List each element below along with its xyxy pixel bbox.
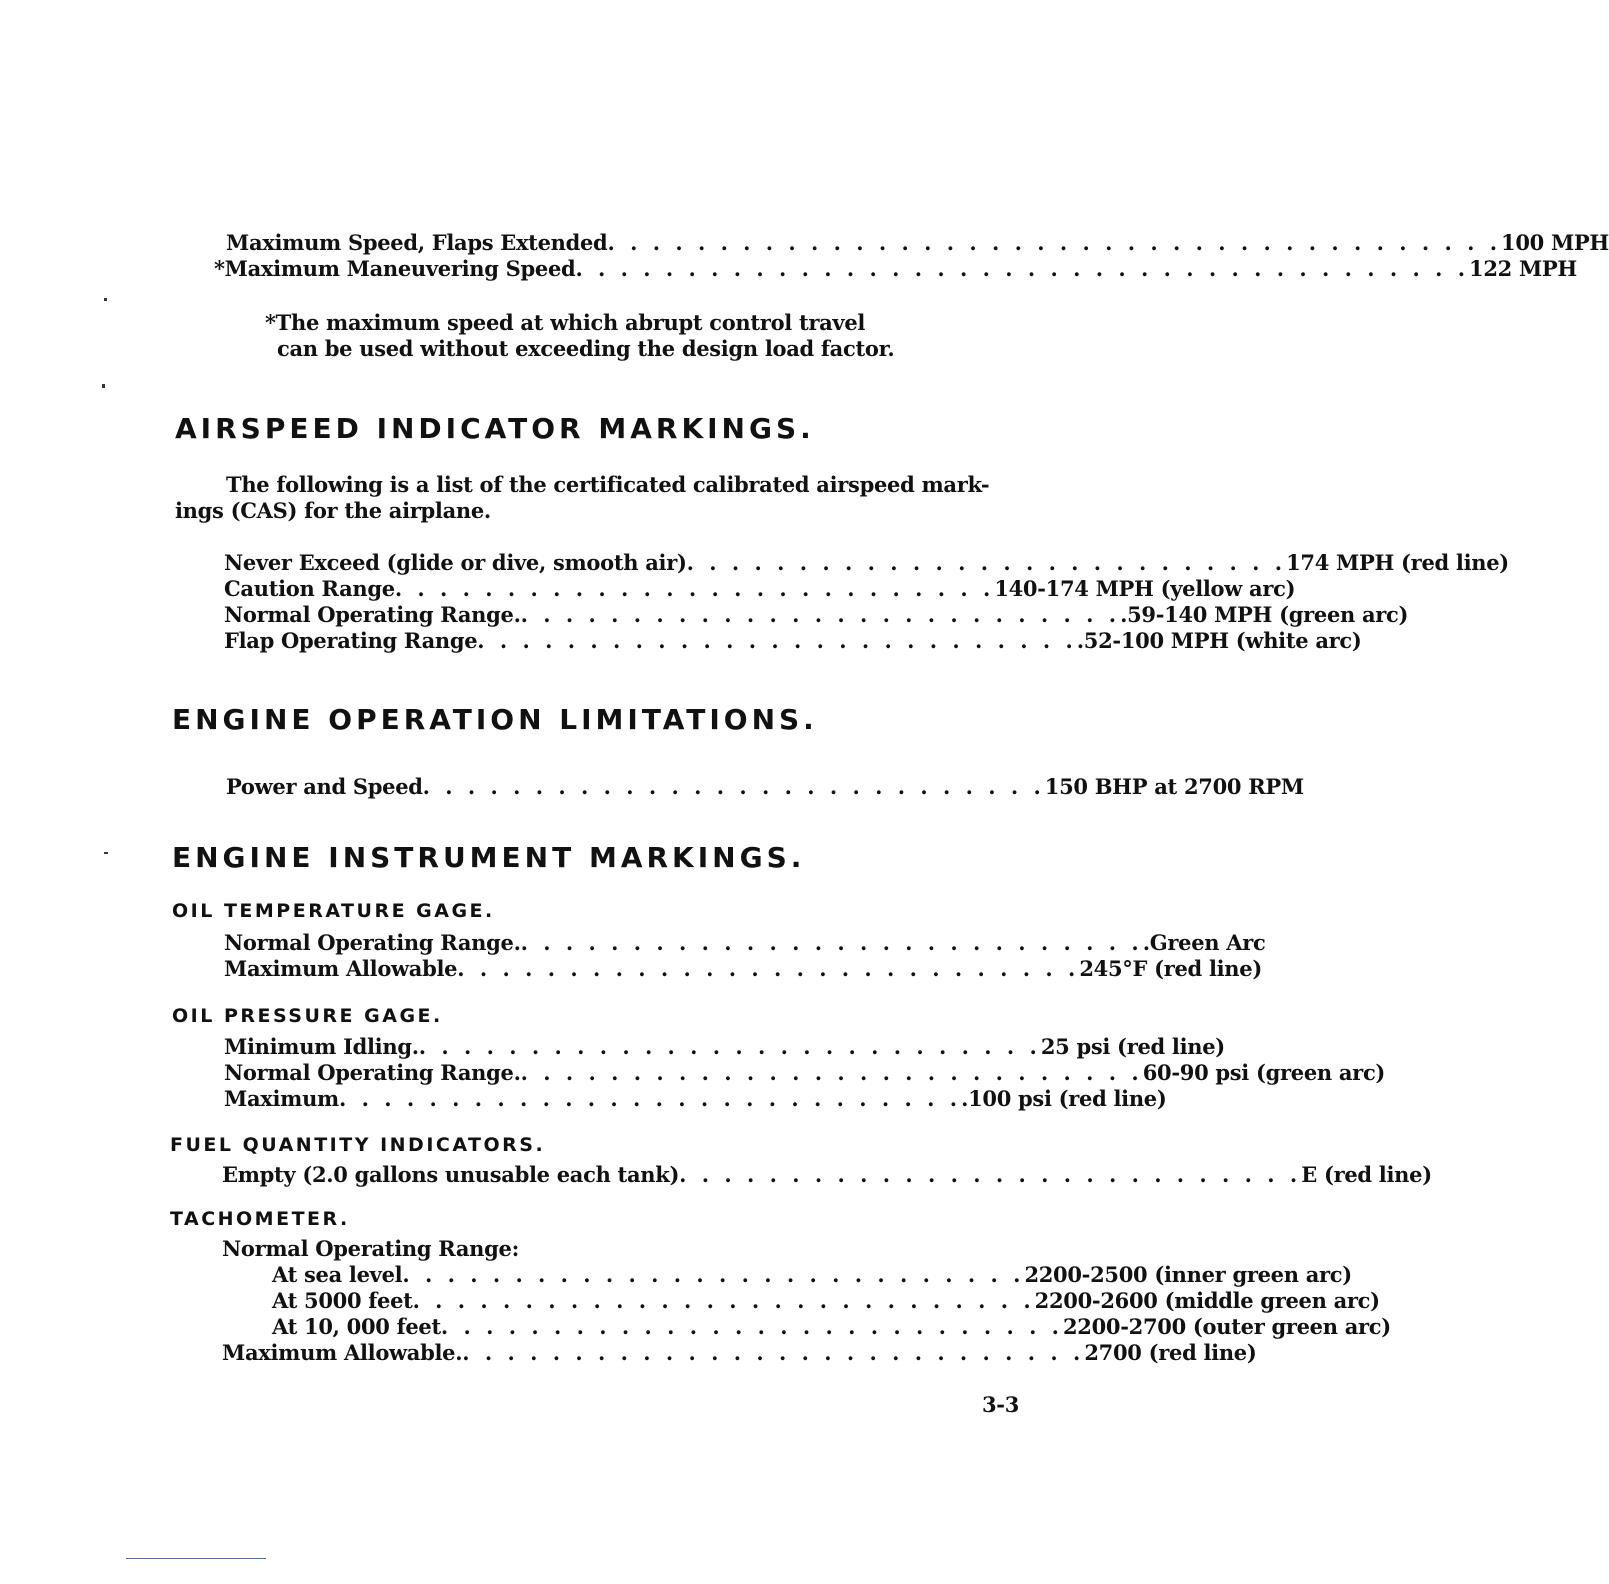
tach-range-label: Normal Operating Range:	[222, 1236, 520, 1261]
instrument-label: Maximum Allowable.	[222, 1340, 463, 1365]
airspeed-label: Caution Range	[224, 576, 395, 601]
intro-line: ings (CAS) for the airplane.	[175, 498, 491, 523]
instrument-label: Empty (2.0 gallons unusable each tank)	[222, 1162, 680, 1187]
instrument-value: 2200-2500 (inner green arc)	[1024, 1262, 1352, 1287]
margin-speck	[102, 384, 105, 388]
speed-value: 100 MPH	[1501, 230, 1609, 255]
airspeed-label: Normal Operating Range.	[224, 602, 521, 627]
leader-dots: . . . . . . . . . . . . . . . . . . . . . . . . . . . .	[520, 930, 1143, 955]
instrument-label: Normal Operating Range.	[224, 1060, 521, 1085]
leader-dots: . . . . . . . . . . . . . . . . . . . . . . . . . . .	[477, 628, 1077, 653]
instrument-row	[272, 1314, 1391, 1340]
instrument-value: 2200-2600 (middle green arc)	[1034, 1288, 1380, 1313]
speed-label: *Maximum Maneuvering Speed	[214, 256, 576, 281]
airspeed-value: 174 MPH (red line)	[1286, 550, 1509, 575]
leader-dots: . . . . . . . . . . . . . . . . . . . . . . . . . . . .	[418, 1034, 1041, 1059]
instrument-row	[272, 1262, 1352, 1288]
page-rule	[126, 1558, 266, 1559]
speed-value: 122 MPH	[1469, 256, 1577, 281]
intro-line: The following is a list of the certificated calibrated airspeed mark-	[226, 472, 990, 497]
instrument-label: Maximum Allowable	[224, 956, 458, 981]
section-heading: AIRSPEED INDICATOR MARKINGS.	[175, 412, 815, 445]
instrument-label: Normal Operating Range.	[224, 930, 521, 955]
leader-dots: . . . . . . . . . . . . . . . . . . . . . . . . . . . .	[440, 1314, 1063, 1339]
leader-dots: . . . . . . . . . . . . . . . . . . . . . . . . . . . .	[462, 1340, 1085, 1365]
instrument-row	[224, 1034, 1225, 1060]
leader-dots: . . . . . . . . . . . . . . . . . . . . . . . . . . .	[520, 602, 1121, 627]
instrument-value: 2200-2700 (outer green arc)	[1063, 1314, 1391, 1339]
leader-dots: . . . . . . . . . . . . . . . . . . . . . . . . . . . .	[457, 956, 1080, 981]
airspeed-row	[224, 576, 1296, 602]
margin-speck	[104, 852, 108, 854]
instrument-value: .100 psi (red line)	[961, 1086, 1167, 1111]
engine-label: Power and Speed	[226, 774, 423, 799]
speed-row	[226, 230, 1609, 256]
instrument-row	[222, 1340, 1257, 1366]
instrument-value: 245°F (red line)	[1079, 956, 1262, 981]
engine-value: 150 BHP at 2700 RPM	[1044, 774, 1304, 799]
airspeed-label: Never Exceed (glide or dive, smooth air)	[224, 550, 687, 575]
airspeed-row	[224, 602, 1409, 628]
airspeed-row	[224, 550, 1509, 576]
engine-row	[226, 774, 1304, 800]
airspeed-value: .52-100 MPH (white arc)	[1076, 628, 1362, 653]
leader-dots: . . . . . . . . . . . . . . . . . . . . . . . . . . . .	[338, 1086, 962, 1111]
margin-speck	[104, 298, 107, 301]
instrument-label: Minimum Idling.	[224, 1034, 419, 1059]
leader-dots: . . . . . . . . . . . . . . . . . . . . . . . . . . . .	[402, 1262, 1025, 1287]
instrument-value: 2700 (red line)	[1084, 1340, 1257, 1365]
airspeed-value: 140-174 MPH (yellow arc)	[994, 576, 1296, 601]
subsection-title: OIL PRESSURE GAGE.	[172, 1005, 443, 1027]
leader-dots: . . . . . . . . . . . . . . . . . . . . . . . . . . . .	[422, 774, 1045, 799]
instrument-value: 60-90 psi (green arc)	[1142, 1060, 1386, 1085]
footnote-line: *The maximum speed at which abrupt control travel	[265, 310, 866, 335]
instrument-row	[224, 1086, 1167, 1112]
instrument-row	[224, 956, 1262, 982]
instrument-row	[224, 930, 1266, 956]
leader-dots: . . . . . . . . . . . . . . . . . . . . . . . . . . . .	[520, 1060, 1143, 1085]
airspeed-row	[224, 628, 1362, 654]
instrument-row	[222, 1162, 1432, 1188]
leader-dots: . . . . . . . . . . . . . . . . . . . . . . . . . . . . . . . . . . . . . . . .	[607, 230, 1502, 255]
speed-label: Maximum Speed, Flaps Extended	[226, 230, 608, 255]
section-heading: ENGINE INSTRUMENT MARKINGS.	[172, 841, 806, 874]
instrument-value: .Green Arc	[1142, 930, 1266, 955]
instrument-label: At 5000 feet	[272, 1288, 413, 1313]
page-number: 3-3	[982, 1392, 1020, 1417]
airspeed-label: Flap Operating Range	[224, 628, 478, 653]
leader-dots: . . . . . . . . . . . . . . . . . . . . . . . . . . . .	[412, 1288, 1035, 1313]
instrument-row	[272, 1288, 1380, 1314]
subsection-title: TACHOMETER.	[170, 1208, 350, 1230]
leader-dots: . . . . . . . . . . . . . . . . . . . . . . . . . . . .	[679, 1162, 1302, 1187]
subsection-title: FUEL QUANTITY INDICATORS.	[170, 1134, 546, 1156]
instrument-label: At sea level	[272, 1262, 403, 1287]
leader-dots: . . . . . . . . . . . . . . . . . . . . . . . . . . .	[686, 550, 1287, 575]
airspeed-value: .59-140 MPH (green arc)	[1120, 602, 1409, 627]
leader-dots: . . . . . . . . . . . . . . . . . . . . . . . . . . .	[394, 576, 995, 601]
speed-row	[214, 256, 1577, 282]
instrument-label: Maximum	[224, 1086, 339, 1111]
leader-dots: . . . . . . . . . . . . . . . . . . . . . . . . . . . . . . . . . . . . . . . .	[575, 256, 1470, 281]
instrument-label: At 10, 000 feet	[272, 1314, 441, 1339]
instrument-value: 25 psi (red line)	[1040, 1034, 1225, 1059]
subsection-title: OIL TEMPERATURE GAGE.	[172, 900, 495, 922]
instrument-row	[224, 1060, 1386, 1086]
footnote-line: can be used without exceeding the design load factor.	[277, 336, 895, 361]
section-heading: ENGINE OPERATION LIMITATIONS.	[172, 703, 818, 736]
instrument-value: E (red line)	[1301, 1162, 1432, 1187]
